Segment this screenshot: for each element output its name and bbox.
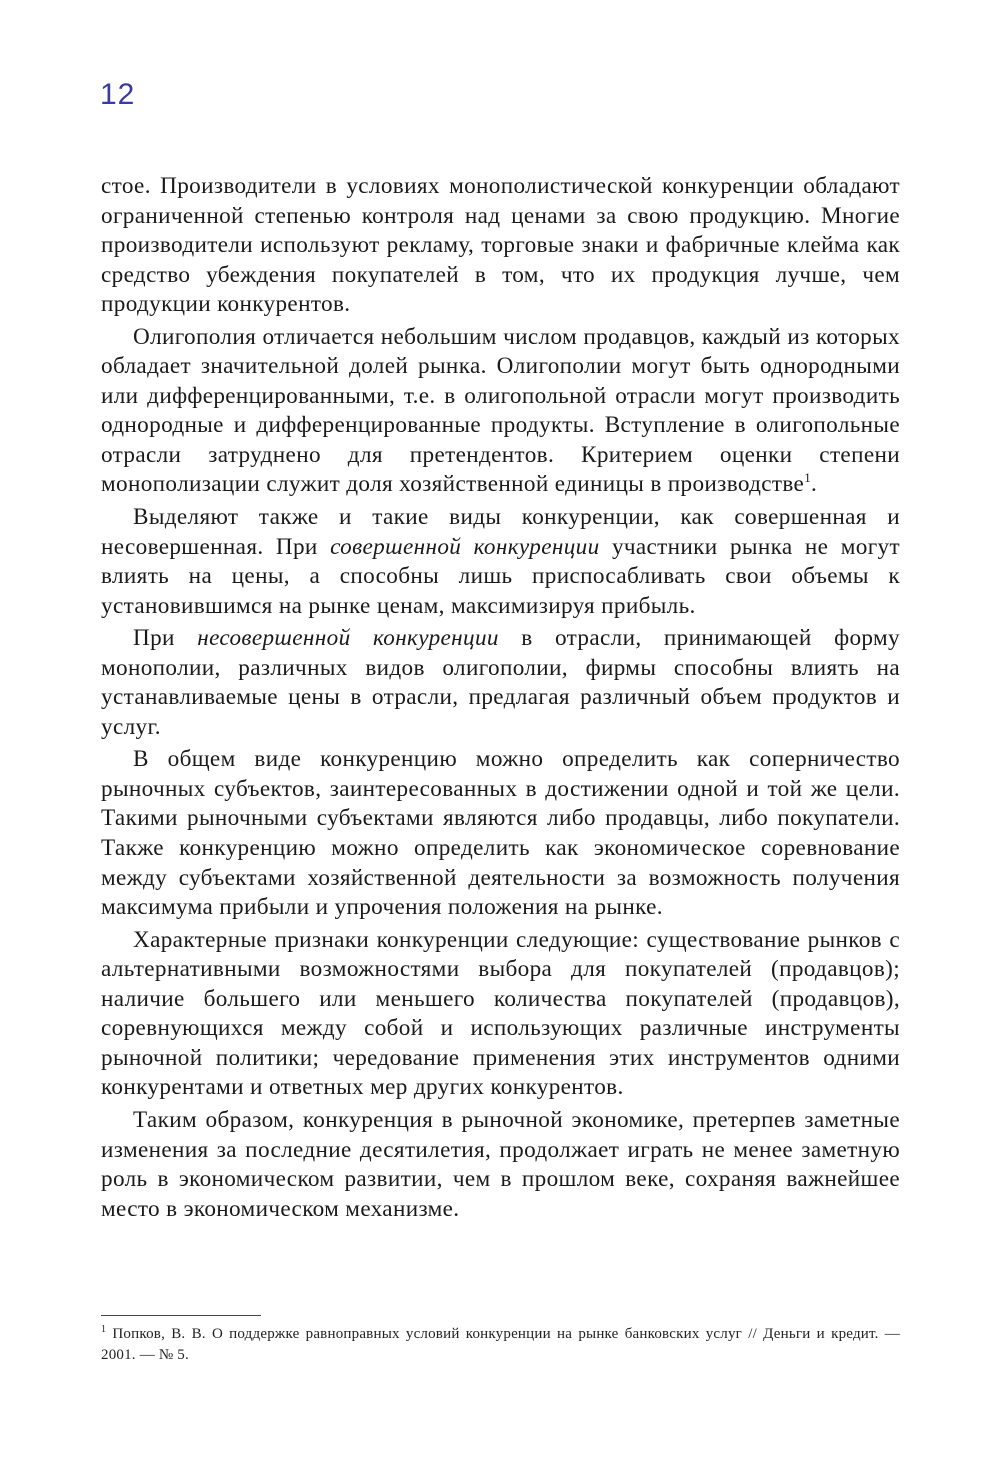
paragraph-2 — [101, 323, 900, 500]
paragraph-4-start: При — [133, 625, 198, 652]
body-text — [101, 172, 900, 1224]
paragraph-4-end: в отрасли, принимающей форму монополии, различных видов олигополии, фирмы способны влиять на устанавливаемые цены в отрасли, предлагая различный объем продуктов и услуг. — [101, 625, 900, 740]
paragraph-1-text: стое. Производители в условиях монополистической конкуренции обладают ограниченной степенью контроля над ценами за свою продукцию. Многие производители используют рекламу, торговые знаки и фабричные клейма как средство убеждения покупателей в том, что их продукция лучше, чем продукции конкурентов. — [101, 173, 900, 318]
paragraph-5 — [101, 745, 900, 922]
paragraph-1 — [101, 172, 900, 320]
paragraph-4 — [101, 624, 900, 742]
term-perfect-competition: совершенной конкуренции — [330, 533, 600, 560]
paragraph-2-end: . — [811, 471, 818, 498]
paragraph-6-text: Характерные признаки конкуренции следующие: существование рынков с альтернативными возможностями выбора для покупателей (продавцов); наличие большего или меньшего количества покупателей (продавцов), соревнующихся между собой и использующих различные инструменты рыночной политики; чередование применения этих инструментов одними конкурентами и ответных мер других конкурентов. — [101, 926, 900, 1101]
footnote-text: Попков, В. В. О поддержке равноправных условий конкуренции на рынке банковских услуг // Деньги и кредит. — 2001. — № 5. — [101, 1326, 900, 1363]
paragraph-2-text: Олигополия отличается небольшим числом продавцов, каждый из которых обладает значительной долей рынка. Олигополии могут быть однородными или дифференцированными, т.е. в олигопольной отрасли могут производить однородные и дифференцированные продукты. Вступление в олигопольные отрасли затруднено для претендентов. Критерием оценки степени монополизации служит доля хозяйственной единицы в производстве — [101, 323, 900, 498]
paragraph-6 — [101, 926, 900, 1103]
paragraph-7-text: Таким образом, конкуренция в рыночной экономике, претерпев заметные изменения за последние десятилетия, продолжает играть не менее заметную роль в экономическом развитии, чем в прошлом веке, сохраняя важнейшее место в экономическом механизме. — [101, 1106, 900, 1222]
paragraph-7 — [101, 1106, 900, 1224]
footnote-ref-1: 1 — [804, 470, 812, 486]
paragraph-3-start: Выделяют также и такие виды конкуренции, как совершенная и несовершенная. При — [101, 504, 900, 560]
page-number: 12 — [100, 78, 136, 111]
footnote-divider — [101, 1315, 261, 1316]
paragraph-3-end: участники рынка не могут влиять на цены, а способны лишь приспосабливать свои объемы к установившимся на рынке ценам, максимизируя прибыль. — [101, 533, 900, 619]
footnote-marker: 1 — [101, 1324, 107, 1335]
paragraph-3 — [101, 503, 900, 621]
term-imperfect-competition: несовершенной конкуренции — [197, 625, 499, 652]
footnote — [101, 1324, 900, 1366]
paragraph-5-text: В общем виде конкуренцию можно определить как соперничество рыночных субъектов, заинтересованных в достижении одной и той же цели. Такими рыночными субъектами являются либо продавцы, либо покупатели. Также конкуренцию можно определить как экономическое соревнование между субъектами хозяйственной деятельности за возможность получения максимума прибыли и упрочения положения на рынке. — [101, 746, 900, 921]
